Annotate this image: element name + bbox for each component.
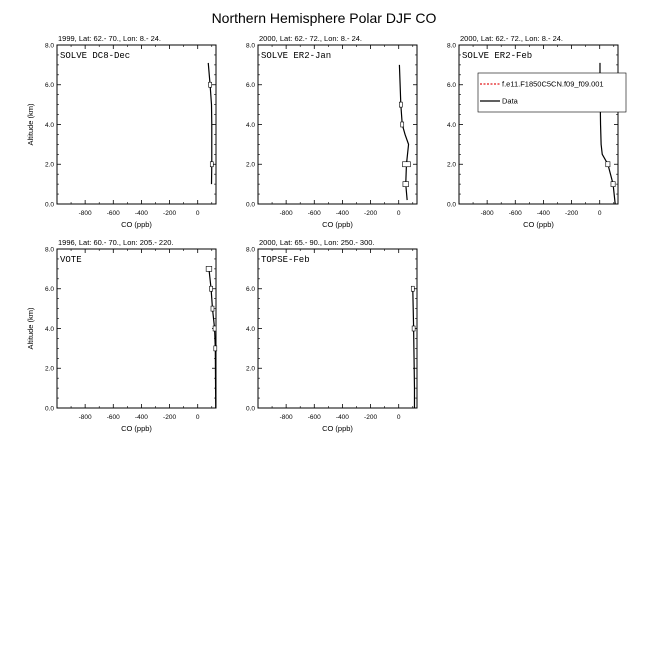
data-box-marker xyxy=(209,82,212,87)
y-tick-label: 0.0 xyxy=(44,405,54,413)
y-tick-label: 6.0 xyxy=(44,82,54,90)
plot-frame xyxy=(459,45,618,204)
y-tick-label: 6.0 xyxy=(446,82,456,90)
x-tick-label: -600 xyxy=(508,210,522,217)
panel-label: SOLVE ER2-Jan xyxy=(261,51,332,61)
data-box-marker xyxy=(399,102,402,107)
x-tick-label: -400 xyxy=(134,414,148,421)
plot-frame xyxy=(258,45,417,204)
x-axis-label: CO (ppb) xyxy=(322,220,353,229)
x-tick-label: -200 xyxy=(163,414,177,421)
x-tick-label: -600 xyxy=(106,414,120,421)
x-tick-label: -800 xyxy=(480,210,494,217)
x-tick-label: 0 xyxy=(195,414,200,421)
x-tick-label: -200 xyxy=(364,210,378,217)
y-axis-label: Altitude (km) xyxy=(26,103,35,146)
plot-frame xyxy=(57,45,216,204)
y-tick-label: 2.0 xyxy=(245,365,255,373)
y-tick-label: 4.0 xyxy=(44,325,54,333)
x-tick-label: 0 xyxy=(396,210,401,217)
panel-label: SOLVE DC8-Dec xyxy=(60,51,131,61)
data-box-marker xyxy=(606,162,610,167)
x-tick-label: -400 xyxy=(335,210,349,217)
data-box-marker xyxy=(214,346,217,351)
x-tick-label: -800 xyxy=(279,210,293,217)
panel-label: VOTE xyxy=(60,255,82,265)
data-box-marker xyxy=(411,286,414,291)
y-tick-label: 6.0 xyxy=(245,286,255,294)
panel-subtitle: 2000, Lat: 65.- 90., Lon: 250.- 300. xyxy=(259,238,375,247)
x-tick-label: -600 xyxy=(106,210,120,217)
panels xyxy=(26,34,626,433)
y-tick-label: 0.0 xyxy=(446,201,456,209)
y-tick-label: 0.0 xyxy=(44,201,54,209)
y-tick-label: 8.0 xyxy=(44,246,54,254)
x-tick-label: -200 xyxy=(364,414,378,421)
y-tick-label: 6.0 xyxy=(245,82,255,90)
y-tick-label: 4.0 xyxy=(245,121,255,129)
data-box-marker xyxy=(611,182,615,187)
y-axis-label: Altitude (km) xyxy=(26,307,35,350)
legend-label: Data xyxy=(502,96,518,106)
plot-frame xyxy=(258,249,417,408)
y-tick-label: 6.0 xyxy=(44,286,54,294)
data-box-marker xyxy=(401,122,404,127)
x-axis-label: CO (ppb) xyxy=(121,220,152,229)
legend-label: f.e11.F1850C5CN.f09_f09.001 xyxy=(502,79,604,89)
series-line-data xyxy=(399,65,408,200)
plot-frame xyxy=(57,249,216,408)
x-axis-label: CO (ppb) xyxy=(322,424,353,433)
figure-title: Northern Hemisphere Polar DJF CO xyxy=(211,10,437,26)
y-tick-label: 8.0 xyxy=(245,246,255,254)
x-tick-label: 0 xyxy=(396,414,401,421)
panel-subtitle: 1999, Lat: 62.- 70., Lon: 8.- 24. xyxy=(58,34,161,43)
chart-panel-1 xyxy=(26,34,216,229)
x-tick-label: -800 xyxy=(279,414,293,421)
chart-panel-4 xyxy=(26,238,217,433)
data-box-marker xyxy=(403,182,409,187)
x-tick-label: -400 xyxy=(536,210,550,217)
y-tick-label: 4.0 xyxy=(245,325,255,333)
chart-panel-3 xyxy=(447,34,626,229)
chart-panel-5 xyxy=(246,238,417,433)
panel-subtitle: 1996, Lat: 60.- 70., Lon: 205.- 220. xyxy=(58,238,174,247)
y-tick-label: 4.0 xyxy=(446,121,456,129)
x-tick-label: -200 xyxy=(565,210,579,217)
x-tick-label: -800 xyxy=(78,414,92,421)
series-line-data xyxy=(413,289,415,408)
panel-label: SOLVE ER2-Feb xyxy=(462,51,533,61)
panel-label: TOPSE-Feb xyxy=(261,255,310,265)
y-tick-label: 4.0 xyxy=(44,121,54,129)
y-tick-label: 2.0 xyxy=(245,161,255,169)
x-axis-label: CO (ppb) xyxy=(523,220,554,229)
data-box-marker xyxy=(403,162,411,167)
x-tick-label: 0 xyxy=(597,210,602,217)
y-tick-label: 8.0 xyxy=(44,42,54,50)
y-tick-label: 8.0 xyxy=(245,42,255,50)
data-box-marker xyxy=(210,162,213,167)
y-tick-label: 2.0 xyxy=(44,161,54,169)
x-axis-label: CO (ppb) xyxy=(121,424,152,433)
y-tick-label: 2.0 xyxy=(44,365,54,373)
panel-subtitle: 2000, Lat: 62.- 72., Lon: 8.- 24. xyxy=(259,34,362,43)
y-tick-label: 2.0 xyxy=(446,161,456,169)
x-tick-label: 0 xyxy=(195,210,200,217)
data-box-marker xyxy=(211,306,214,311)
x-tick-label: -800 xyxy=(78,210,92,217)
data-box-marker xyxy=(412,326,415,331)
x-tick-label: -600 xyxy=(307,210,321,217)
x-tick-label: -400 xyxy=(335,414,349,421)
x-tick-label: -600 xyxy=(307,414,321,421)
data-box-marker xyxy=(206,266,212,271)
legend xyxy=(478,73,626,112)
chart-panel-2 xyxy=(246,34,417,229)
x-tick-label: -200 xyxy=(163,210,177,217)
y-tick-label: 0.0 xyxy=(245,405,255,413)
panel-subtitle: 2000, Lat: 62.- 72., Lon: 8.- 24. xyxy=(460,34,563,43)
y-tick-label: 8.0 xyxy=(446,42,456,50)
x-tick-label: -400 xyxy=(134,210,148,217)
data-box-marker xyxy=(210,286,213,291)
y-tick-label: 0.0 xyxy=(245,201,255,209)
data-box-marker xyxy=(213,326,216,331)
